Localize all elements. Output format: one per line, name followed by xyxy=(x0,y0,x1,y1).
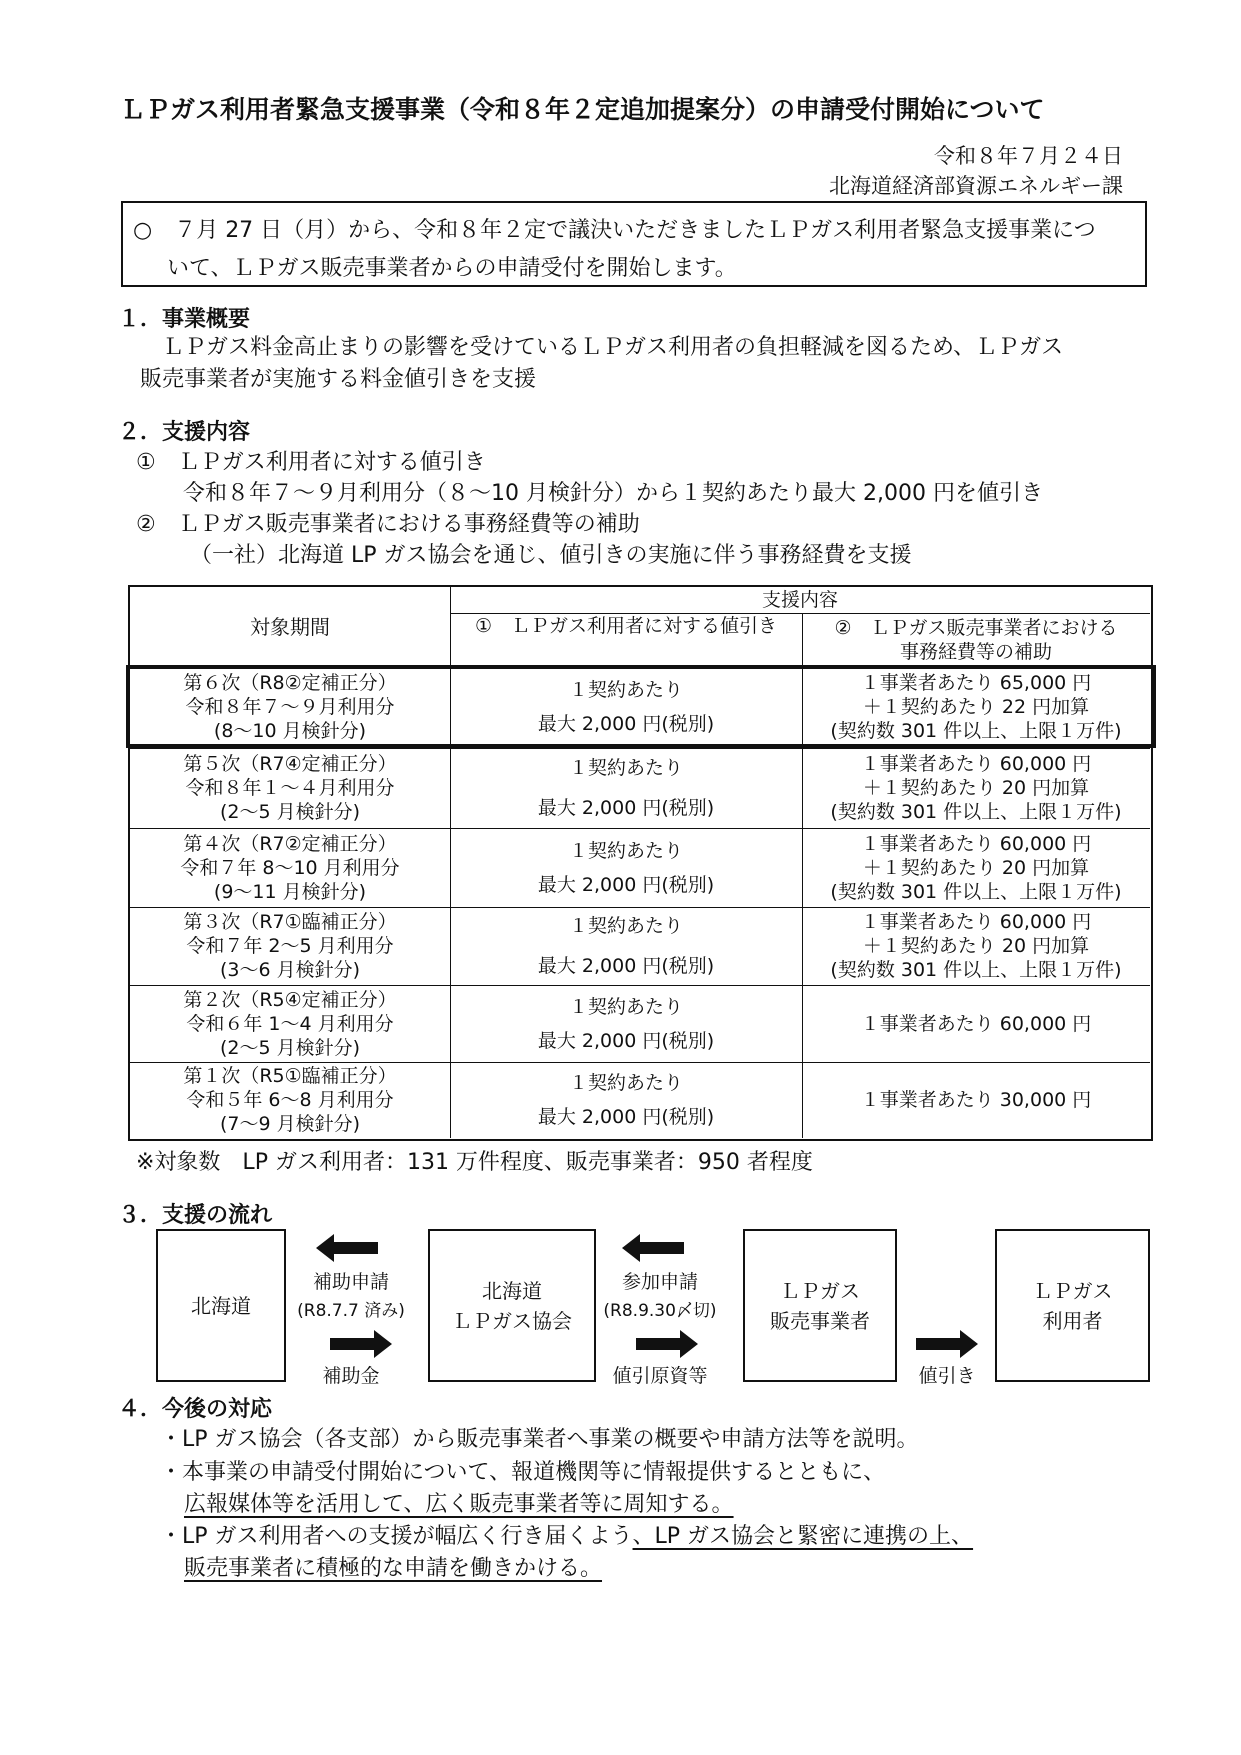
arrow-right-icon xyxy=(330,1330,392,1358)
discount-unit: １契約あたり xyxy=(568,1072,683,1094)
section-4-heading: ４．今後の対応 xyxy=(118,1397,273,1422)
table-row-6-col1 xyxy=(450,1062,802,1138)
subsidy-addition: ＋１契約あたり 22 円加算 xyxy=(862,696,1090,718)
table-row-3-col1 xyxy=(450,828,802,907)
support-item-1-detail: 令和８年７～９月利用分（８～10 月検針分）から１契約あたり最大 2,000 円を値引き xyxy=(183,481,1043,506)
table-header-col2-line-2: 事務経費等の補助 xyxy=(899,640,1052,663)
support-item-1-title: ① ＬＰガス利用者に対する値引き xyxy=(136,450,486,475)
subsidy-addition: ＋１契約あたり 20 円加算 xyxy=(862,935,1090,957)
flow-box-user-line-1: ＬＰガス xyxy=(1032,1278,1113,1303)
action-bullet-2-line-2: 広報媒体等を活用して、広く販売事業者等に周知する。 xyxy=(184,1492,734,1517)
document-date: 令和８年７月２４日 xyxy=(934,144,1123,168)
support-item-2-detail: （一社）北海道 LP ガス協会を通じ、値引きの実施に伴う事務経費を支援 xyxy=(190,543,912,568)
period-round: 第２次（R5④定補正分） xyxy=(183,988,397,1011)
notice-line-1: ○ ７月 27 日（月）から、令和８年２定で議決いただきましたＬＰガス利用者緊急支援事業につ xyxy=(133,218,1096,243)
subsidy-condition: (契約数 301 件以上、上限１万件) xyxy=(830,801,1122,823)
table-row-2-col2 xyxy=(802,748,1150,828)
table-note: ※対象数 LP ガス利用者：131 万件程度、販売事業者：950 者程度 xyxy=(136,1150,813,1175)
subsidy-base: １事業者あたり 60,000 円 xyxy=(860,1012,1092,1035)
discount-max: 最大 2,000 円(税別) xyxy=(537,873,715,896)
flow-label-discount-funds: 値引原資等 xyxy=(612,1365,708,1387)
flow-box-user-line-2: 利用者 xyxy=(1042,1308,1103,1333)
subsidy-condition: (契約数 301 件以上、上限１万件) xyxy=(830,959,1122,981)
subsidy-addition: ＋１契約あたり 20 円加算 xyxy=(862,777,1090,799)
subsidy-base: １事業者あたり 60,000 円 xyxy=(860,832,1092,855)
flow-label-subsidy-application: 補助申請 xyxy=(312,1271,389,1293)
table-header-col2-line-1: ② ＬＰガス販売事業者における xyxy=(834,616,1118,639)
period-usage: 令和８年７～９月利用分 xyxy=(185,696,395,718)
action-bullet-3-line-1-b: 、LP ガス協会と緊密に連携の上、 xyxy=(632,1524,974,1549)
flow-box-lp-association xyxy=(428,1229,596,1382)
arrow-left-icon xyxy=(622,1234,684,1262)
page-title: ＬＰガス利用者緊急支援事業（令和８年２定追加提案分）の申請受付開始について xyxy=(120,95,1045,124)
discount-max: 最大 2,000 円(税別) xyxy=(537,1029,715,1052)
table-header-col2 xyxy=(802,613,1150,666)
section-3-heading: ３．支援の流れ xyxy=(118,1203,273,1228)
period-usage: 令和７年 8～10 月利用分 xyxy=(180,856,400,879)
flow-box-hokkaido xyxy=(156,1229,286,1382)
flow-box-retailer-line-1: ＬＰガス xyxy=(780,1278,860,1303)
subsidy-base: １事業者あたり 30,000 円 xyxy=(860,1089,1092,1111)
period-round: 第６次（R8②定補正分） xyxy=(183,672,397,694)
period-reading: (9～11 月検針分) xyxy=(213,880,367,903)
arrow-left-icon xyxy=(316,1234,378,1262)
period-reading: (3～6 月検針分) xyxy=(219,959,361,981)
section-1-line-1: ＬＰガス料金高止まりの影響を受けているＬＰガス利用者の負担軽減を図るため、ＬＰガス xyxy=(162,335,1064,360)
discount-max: 最大 2,000 円(税別) xyxy=(537,1106,715,1128)
discount-unit: １契約あたり xyxy=(568,679,683,701)
section-1-heading: １．事業概要 xyxy=(118,307,251,332)
action-bullet-3-line-2: 販売事業者に積極的な申請を働きかける。 xyxy=(184,1556,603,1581)
table-row-5-col2 xyxy=(802,985,1150,1062)
flow-box-association-line-1: 北海道 xyxy=(482,1278,542,1303)
flow-label-participation-deadline: (R8.9.30〆切) xyxy=(603,1301,717,1321)
flow-box-user xyxy=(995,1229,1150,1382)
discount-unit: １契約あたり xyxy=(568,995,683,1018)
period-usage: 令和８年１～４月利用分 xyxy=(185,777,395,799)
table-header-col1: ① ＬＰガス利用者に対する値引き xyxy=(474,615,778,637)
period-reading: (7～9 月検針分) xyxy=(219,1113,361,1135)
period-round: 第５次（R7④定補正分） xyxy=(183,753,397,775)
period-round: 第４次（R7②定補正分） xyxy=(183,832,397,855)
period-round: 第３次（R7①臨補正分） xyxy=(183,911,397,933)
table-header-period: 対象期間 xyxy=(250,614,330,639)
current-round-highlight xyxy=(126,665,1156,748)
action-bullet-3-line-1-a: ・LP ガス利用者への支援が幅広く行き届くよう xyxy=(160,1524,633,1549)
table-row-3-col2 xyxy=(802,828,1150,907)
subsidy-condition: (契約数 301 件以上、上限１万件) xyxy=(830,720,1122,742)
flow-box-hokkaido-label: 北海道 xyxy=(191,1293,251,1318)
discount-unit: １契約あたり xyxy=(568,915,683,937)
period-usage: 令和６年 1～4 月利用分 xyxy=(186,1012,394,1035)
action-bullet-2-line-1: ・本事業の申請受付開始について、報道機関等に情報提供するとともに、 xyxy=(160,1460,886,1485)
action-bullet-3-line-1 xyxy=(160,1519,973,1550)
table-row-6-period xyxy=(130,1062,450,1138)
table-row-5-col1 xyxy=(450,985,802,1062)
arrow-right-icon xyxy=(916,1330,978,1358)
department-name: 北海道経済部資源エネルギー課 xyxy=(829,174,1123,198)
section-1-line-2: 販売事業者が実施する料金値引きを支援 xyxy=(140,367,537,392)
discount-max: 最大 2,000 円(税別) xyxy=(537,797,715,819)
period-reading: (8～10 月検針分) xyxy=(213,720,367,742)
notice-line-2: いて、ＬＰガス販売事業者からの申請受付を開始します。 xyxy=(167,256,737,281)
support-item-2-title: ② ＬＰガス販売事業者における事務経費等の補助 xyxy=(136,512,640,537)
table-row-4-period xyxy=(130,907,450,985)
subsidy-addition: ＋１契約あたり 20 円加算 xyxy=(862,856,1090,879)
table-row-4-col2 xyxy=(802,907,1150,985)
subsidy-base: １事業者あたり 60,000 円 xyxy=(860,911,1092,933)
discount-max: 最大 2,000 円(税別) xyxy=(537,713,715,735)
period-usage: 令和７年 2～5 月利用分 xyxy=(186,935,394,957)
section-2-heading: ２．支援内容 xyxy=(118,420,251,445)
notice-box xyxy=(121,201,1147,287)
period-reading: (2～5 月検針分) xyxy=(219,1036,361,1059)
arrow-right-icon xyxy=(636,1330,698,1358)
flow-box-retailer xyxy=(743,1229,897,1382)
table-row-6-col2 xyxy=(802,1062,1150,1138)
subsidy-condition: (契約数 301 件以上、上限１万件) xyxy=(830,880,1122,903)
flow-label-participation-application: 参加申請 xyxy=(621,1271,698,1293)
flow-label-discount: 値引き xyxy=(918,1365,976,1387)
period-usage: 令和５年 6～8 月利用分 xyxy=(186,1089,394,1111)
flow-label-subsidy-application-status: (R8.7.7 済み) xyxy=(297,1301,405,1321)
flow-box-association-line-2: ＬＰガス協会 xyxy=(452,1308,572,1333)
flow-box-retailer-line-2: 販売事業者 xyxy=(770,1308,870,1333)
table-row-2-period xyxy=(130,748,450,828)
period-round: 第１次（R5①臨補正分） xyxy=(183,1065,397,1087)
discount-max: 最大 2,000 円(税別) xyxy=(537,955,715,977)
action-bullet-1: ・LP ガス協会（各支部）から販売事業者へ事業の概要や申請方法等を説明。 xyxy=(160,1427,919,1452)
subsidy-base: １事業者あたり 60,000 円 xyxy=(860,753,1092,775)
table-row-3-period xyxy=(130,828,450,907)
period-reading: (2～5 月検針分) xyxy=(219,801,361,823)
table-row-2-col1 xyxy=(450,748,802,828)
flow-label-subsidy: 補助金 xyxy=(322,1365,380,1387)
discount-unit: １契約あたり xyxy=(568,839,683,862)
subsidy-base: １事業者あたり 65,000 円 xyxy=(860,672,1092,694)
discount-unit: １契約あたり xyxy=(568,757,683,779)
table-row-5-period xyxy=(130,985,450,1062)
table-header-support: 支援内容 xyxy=(761,589,838,611)
table-row-4-col1 xyxy=(450,907,802,985)
